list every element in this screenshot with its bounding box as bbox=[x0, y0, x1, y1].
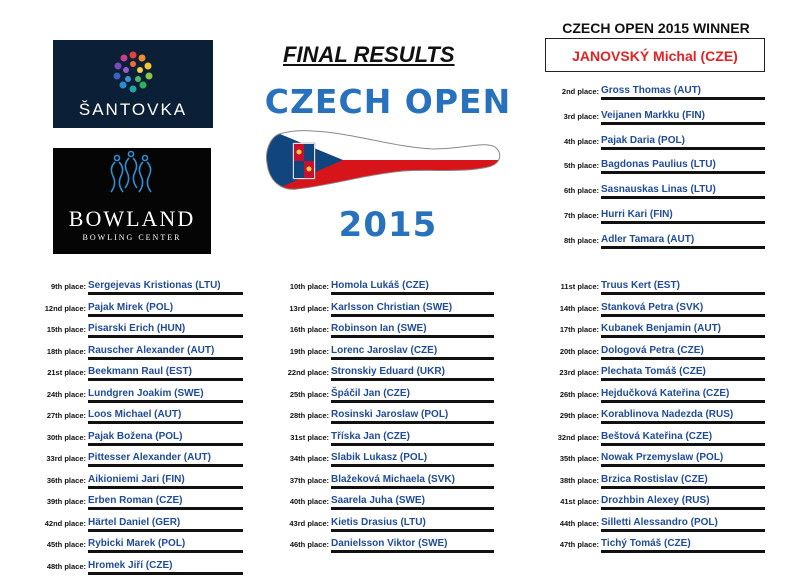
place-label: 10th place: bbox=[289, 282, 329, 291]
player-name: Tříska Jan (CZE) bbox=[331, 431, 410, 442]
entry-underline bbox=[601, 122, 765, 125]
player-name: Adler Tamara (AUT) bbox=[601, 234, 695, 245]
entry-underline bbox=[601, 292, 765, 295]
player-name: Danielsson Viktor (SWE) bbox=[331, 538, 448, 549]
entry-underline bbox=[331, 421, 494, 424]
place-label: 31st place: bbox=[290, 433, 329, 442]
place-label: 2nd place: bbox=[561, 87, 599, 96]
player-name: Dologová Petra (CZE) bbox=[601, 345, 704, 356]
place-label: 7th place: bbox=[563, 211, 599, 220]
place-label: 5th place: bbox=[563, 161, 599, 170]
place-label: 38th place: bbox=[559, 476, 599, 485]
player-name: Stanková Petra (SVK) bbox=[601, 302, 704, 313]
entry-underline bbox=[331, 443, 494, 446]
player-name: Lorenc Jaroslav (CZE) bbox=[331, 345, 438, 356]
player-name: Kietis Drasius (LTU) bbox=[331, 517, 426, 528]
player-name: Pisarski Erich (HUN) bbox=[88, 323, 186, 334]
place-label: 21st place: bbox=[47, 368, 86, 377]
entry-underline bbox=[331, 400, 494, 403]
entry-underline bbox=[601, 357, 765, 360]
place-label: 24th place: bbox=[46, 390, 86, 399]
entry-underline bbox=[88, 400, 243, 403]
entry-underline bbox=[88, 486, 243, 489]
player-name: Hurri Kari (FIN) bbox=[601, 209, 673, 220]
player-name: Härtel Daniel (GER) bbox=[88, 517, 181, 528]
entry-underline bbox=[88, 421, 243, 424]
player-name: Sasnauskas Linas (LTU) bbox=[601, 184, 716, 195]
player-name: Beekmann Raul (EST) bbox=[88, 366, 192, 377]
santovka-logo bbox=[53, 40, 213, 128]
entry-underline bbox=[601, 507, 765, 510]
player-name: Blažeková Michaela (SVK) bbox=[331, 474, 455, 485]
bowland-logo bbox=[53, 148, 211, 254]
page-title: FINAL RESULTS bbox=[283, 42, 455, 67]
player-name: Pajak Božena (POL) bbox=[88, 431, 183, 442]
place-label: 8th place: bbox=[563, 236, 599, 245]
player-name: Brzica Rostislav (CZE) bbox=[601, 474, 708, 485]
player-name: Rauscher Alexander (AUT) bbox=[88, 345, 215, 356]
place-label: 42nd place: bbox=[44, 519, 86, 528]
entry-underline bbox=[331, 292, 494, 295]
place-label: 32nd place: bbox=[557, 433, 599, 442]
place-label: 48th place: bbox=[46, 562, 86, 571]
place-label: 41st place: bbox=[560, 497, 599, 506]
entry-underline bbox=[601, 147, 765, 150]
bowland-pins-icon bbox=[53, 148, 211, 208]
player-name: Slabik Lukasz (POL) bbox=[331, 452, 428, 463]
entry-underline bbox=[331, 550, 494, 553]
player-name: Veijanen Markku (FIN) bbox=[601, 110, 705, 121]
place-label: 15th place: bbox=[46, 325, 86, 334]
place-label: 23rd place: bbox=[559, 368, 599, 377]
entry-underline bbox=[601, 314, 765, 317]
player-name: Gross Thomas (AUT) bbox=[601, 85, 702, 96]
place-label: 14th place: bbox=[559, 304, 599, 313]
place-label: 19th place: bbox=[289, 347, 329, 356]
entry-underline bbox=[88, 357, 243, 360]
entry-underline bbox=[88, 335, 243, 338]
entry-underline bbox=[601, 246, 765, 249]
place-label: 20th place: bbox=[559, 347, 599, 356]
player-name: Saarela Juha (SWE) bbox=[331, 495, 425, 506]
event-name: CZECH OPEN bbox=[264, 82, 512, 121]
place-label: 12nd place: bbox=[44, 304, 86, 313]
entry-underline bbox=[601, 335, 765, 338]
place-label: 11st place: bbox=[560, 282, 599, 291]
place-label: 3rd place: bbox=[563, 112, 599, 121]
entry-underline bbox=[331, 335, 494, 338]
player-name: Bagdonas Paulius (LTU) bbox=[601, 159, 716, 170]
player-name: Tichý Tomáš (CZE) bbox=[601, 538, 691, 549]
entry-underline bbox=[331, 507, 494, 510]
player-name: Robinson Ian (SWE) bbox=[331, 323, 427, 334]
winner-heading: CZECH OPEN 2015 WINNER bbox=[562, 20, 750, 36]
place-label: 13rd place: bbox=[289, 304, 329, 313]
entry-underline bbox=[88, 529, 243, 532]
player-name: Korablinova Nadezda (RUS) bbox=[601, 409, 734, 420]
entry-underline bbox=[88, 572, 243, 575]
place-label: 27th place: bbox=[46, 411, 86, 420]
place-label: 39th place: bbox=[46, 497, 86, 506]
entry-underline bbox=[601, 529, 765, 532]
place-label: 28th place: bbox=[289, 411, 329, 420]
place-label: 40th place: bbox=[289, 497, 329, 506]
player-name: Nowak Przemyslaw (POL) bbox=[601, 452, 724, 463]
entry-underline bbox=[331, 378, 494, 381]
place-label: 16th place: bbox=[289, 325, 329, 334]
player-name: Pajak Mirek (POL) bbox=[88, 302, 174, 313]
player-name: Pittesser Alexander (AUT) bbox=[88, 452, 211, 463]
player-name: Lundgren Joakim (SWE) bbox=[88, 388, 204, 399]
entry-underline bbox=[331, 357, 494, 360]
entry-underline bbox=[88, 464, 243, 467]
player-name: Rybicki Marek (POL) bbox=[88, 538, 186, 549]
entry-underline bbox=[88, 443, 243, 446]
place-label: 26th place: bbox=[559, 390, 599, 399]
player-name: Loos Michael (AUT) bbox=[88, 409, 182, 420]
player-name: Sergejevas Kristionas (LTU) bbox=[88, 280, 221, 291]
entry-underline bbox=[601, 421, 765, 424]
entry-underline bbox=[601, 443, 765, 446]
bowland-logo-subtitle: BOWLING CENTER bbox=[82, 233, 182, 242]
entry-underline bbox=[601, 196, 765, 199]
place-label: 37th place: bbox=[289, 476, 329, 485]
place-label: 17th place: bbox=[559, 325, 599, 334]
entry-underline bbox=[88, 550, 243, 553]
place-label: 43rd place: bbox=[289, 519, 329, 528]
entry-underline bbox=[601, 464, 765, 467]
entry-underline bbox=[601, 378, 765, 381]
entry-underline bbox=[88, 314, 243, 317]
santovka-logo-text: ŠANTOVKA bbox=[78, 100, 188, 119]
player-name: Rosinski Jaroslaw (POL) bbox=[331, 409, 449, 420]
entry-underline bbox=[88, 507, 243, 510]
place-label: 4th place: bbox=[563, 137, 599, 146]
place-label: 46th place: bbox=[289, 540, 329, 549]
entry-underline bbox=[331, 529, 494, 532]
player-name: Truus Kert (EST) bbox=[601, 280, 680, 291]
place-label: 35th place: bbox=[559, 454, 599, 463]
place-label: 47th place: bbox=[559, 540, 599, 549]
place-label: 18th place: bbox=[46, 347, 86, 356]
place-label: 33rd place: bbox=[46, 454, 86, 463]
entry-underline bbox=[601, 400, 765, 403]
player-name: Beštová Kateřina (CZE) bbox=[601, 431, 713, 442]
entry-underline bbox=[601, 486, 765, 489]
entry-underline bbox=[601, 221, 765, 224]
bowland-logo-text: BOWLAND bbox=[68, 206, 196, 231]
event-year: 2015 bbox=[338, 205, 438, 245]
place-label: 25th place: bbox=[289, 390, 329, 399]
player-name: Pajak Daria (POL) bbox=[601, 135, 685, 146]
player-name: Erben Roman (CZE) bbox=[88, 495, 183, 506]
player-name: Špáčil Jan (CZE) bbox=[331, 388, 410, 399]
place-label: 6th place: bbox=[563, 186, 599, 195]
player-name: Kubanek Benjamin (AUT) bbox=[601, 323, 722, 334]
entry-underline bbox=[88, 292, 243, 295]
place-label: 22nd place: bbox=[287, 368, 329, 377]
place-label: 36th place: bbox=[46, 476, 86, 485]
player-name: Homola Lukáš (CZE) bbox=[331, 280, 429, 291]
entry-underline bbox=[601, 97, 765, 100]
winner-name-box: JANOVSKÝ Michal (CZE) bbox=[545, 38, 765, 72]
entry-underline bbox=[331, 314, 494, 317]
place-label: 44th place: bbox=[559, 519, 599, 528]
player-name: Hejdučková Kateřina (CZE) bbox=[601, 388, 730, 399]
player-name: Plechata Tomáš (CZE) bbox=[601, 366, 706, 377]
place-label: 9th place: bbox=[50, 282, 86, 291]
place-label: 45th place: bbox=[46, 540, 86, 549]
place-label: 30th place: bbox=[46, 433, 86, 442]
entry-underline bbox=[331, 486, 494, 489]
bowling-pin-flag-icon bbox=[263, 127, 508, 195]
place-label: 29th place: bbox=[559, 411, 599, 420]
player-name: Aikioniemi Jari (FIN) bbox=[88, 474, 185, 485]
player-name: Karlsson Christian (SWE) bbox=[331, 302, 453, 313]
entry-underline bbox=[88, 378, 243, 381]
player-name: Hromek Jiří (CZE) bbox=[88, 560, 173, 571]
player-name: Stronskiy Eduard (UKR) bbox=[331, 366, 445, 377]
player-name: Drozhbin Alexey (RUS) bbox=[601, 495, 710, 506]
place-label: 34th place: bbox=[289, 454, 329, 463]
entry-underline bbox=[601, 550, 765, 553]
entry-underline bbox=[601, 171, 765, 174]
entry-underline bbox=[331, 464, 494, 467]
player-name: Silletti Alessandro (POL) bbox=[601, 517, 718, 528]
